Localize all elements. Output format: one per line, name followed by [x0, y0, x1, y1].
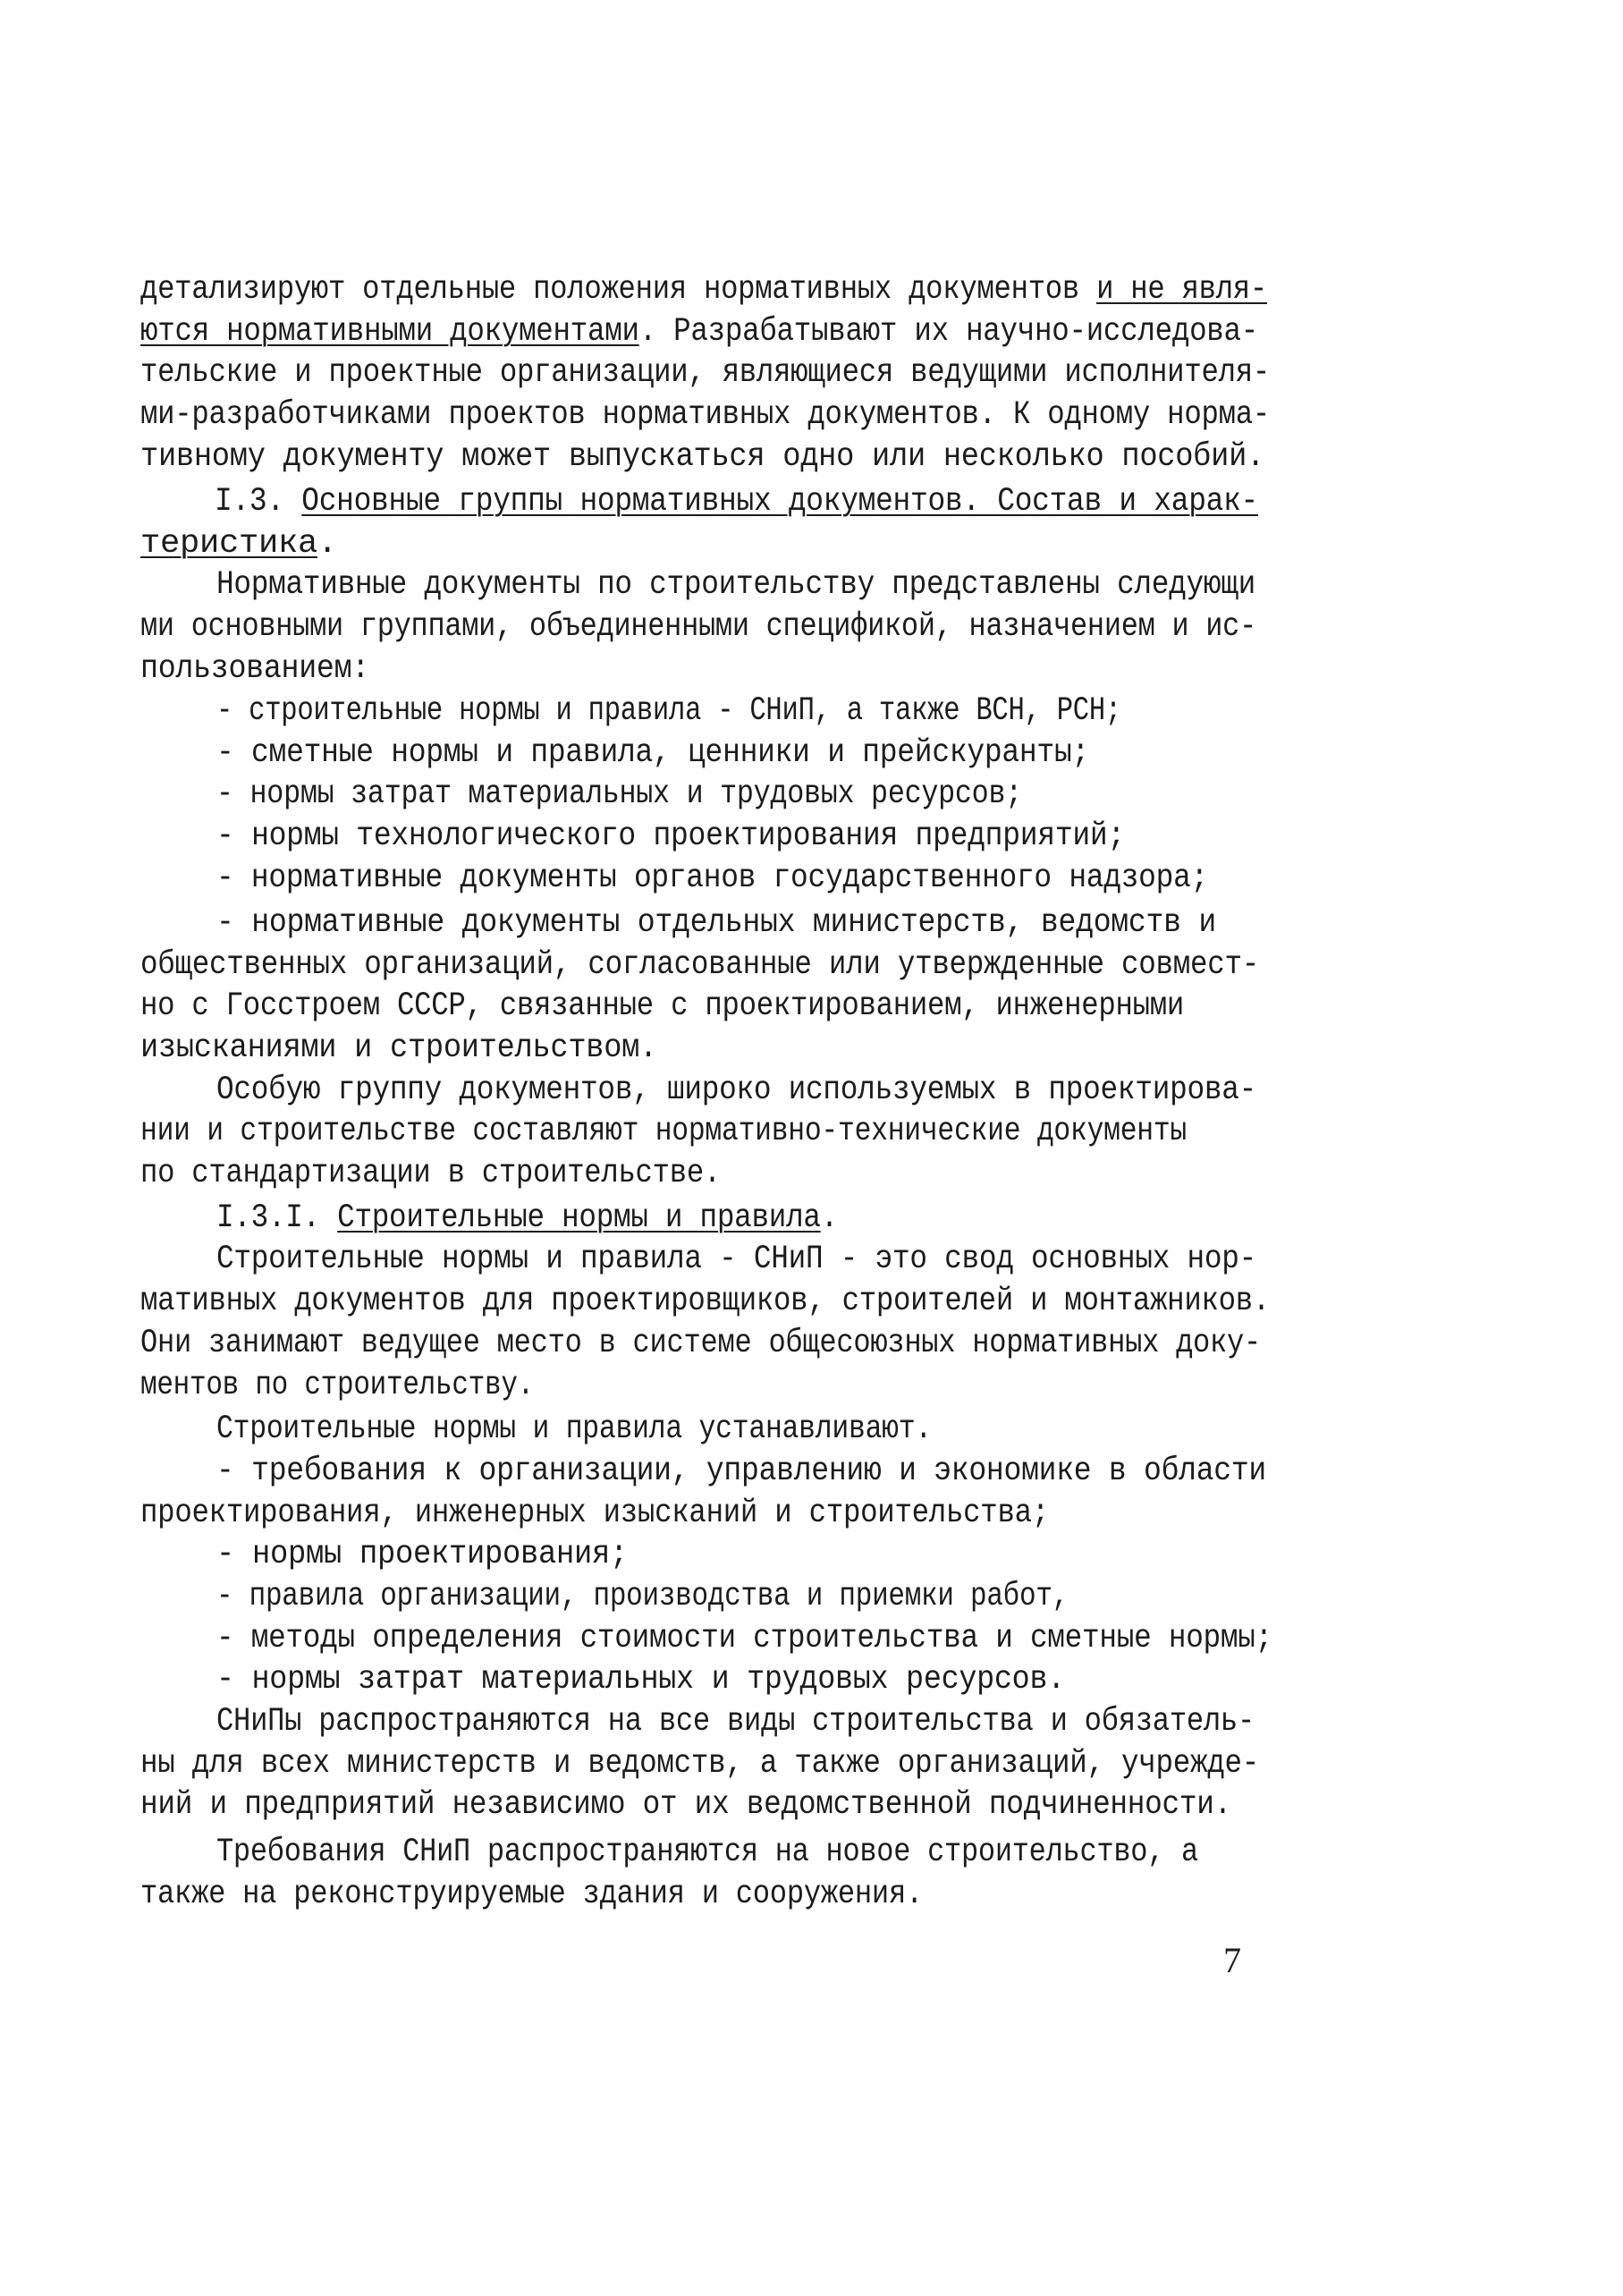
text-line — [140, 1364, 534, 1407]
text-line — [140, 648, 369, 690]
line-text: . — [317, 525, 337, 563]
underlined-text: теристика — [140, 525, 317, 563]
line-text: - строительные нормы и правила - СНиП, а также ВСН, РСН; — [216, 692, 1121, 730]
line-text: I.3.I. — [216, 1199, 338, 1237]
text-line — [140, 1280, 1270, 1323]
line-text: но с Госстроем СССР, связанные с проектированием, инженерными — [140, 987, 1184, 1025]
line-text: - методы определения стоимости строительства и сметные нормы; — [216, 1620, 1272, 1657]
line-text: общественных организаций, согласованные или утвержденные совмест- — [140, 946, 1259, 984]
line-text: ментов по строительству. — [140, 1367, 534, 1404]
line-text: - нормы технологического проектирования предприятий; — [216, 818, 1125, 855]
text-line — [216, 732, 1089, 775]
text-line — [215, 480, 1258, 523]
text-line — [140, 944, 1259, 987]
line-text: - сметные нормы и правила, ценники и прейскуранты; — [216, 734, 1089, 772]
text-line — [216, 773, 1022, 816]
line-text: нии и строительстве составляют нормативно-технические документы — [140, 1113, 1187, 1150]
line-text: - нормы затрат материальных и трудовых ресурсов; — [216, 775, 1022, 813]
line-text: I.3. — [215, 483, 302, 521]
text-line — [140, 1742, 1259, 1785]
line-text: по стандартизации в строительстве. — [140, 1155, 721, 1192]
line-text: изысканиями и строительством. — [140, 1029, 657, 1067]
text-line — [140, 606, 1256, 648]
text-line — [216, 1238, 1256, 1281]
text-line — [140, 522, 337, 565]
line-text: Они занимают ведущее место в системе общесоюзных нормативных доку- — [140, 1325, 1261, 1362]
text-line — [216, 1831, 1198, 1874]
line-text: ний и предприятий независимо от их ведомственной подчиненности. — [140, 1786, 1231, 1824]
line-text: - нормативные документы отдельных министерств, ведомств и — [216, 904, 1216, 942]
line-text: Нормативные документы по строительству представлены следующи — [216, 566, 1255, 604]
line-text: - правила организации, производства и приемки работ, — [216, 1578, 1069, 1615]
text-line — [216, 1450, 1266, 1493]
text-line — [216, 902, 1216, 945]
line-text: ми основными группами, объединенными спецификой, назначением и ис- — [140, 608, 1256, 646]
text-line — [140, 1783, 1231, 1826]
line-text: детализируют отдельные положения нормативных документов — [140, 271, 1097, 309]
line-text: - требования к организации, управлению и экономике в области — [216, 1453, 1266, 1490]
line-text: Строительные нормы и правила - СНиП - это свод основных нор- — [216, 1241, 1256, 1278]
text-line — [216, 690, 1121, 733]
text-line — [216, 1197, 838, 1240]
underlined-text: Основные группы нормативных документов. Состав и харак- — [301, 483, 1259, 521]
text-line — [216, 1700, 1255, 1743]
line-text: тельские и проектные организации, являющиеся ведущими исполнителя- — [140, 354, 1270, 392]
line-text: проектирования, инженерных изысканий и строительства; — [140, 1495, 1049, 1532]
text-line — [140, 1873, 923, 1916]
text-line — [140, 1110, 1187, 1153]
line-text: тивному документу может выпускаться одно или несколько пособий. — [140, 438, 1264, 476]
text-line — [216, 1408, 932, 1451]
text-line — [140, 352, 1270, 394]
line-text: ми-разработчиками проектов нормативных документов. К одному норма- — [140, 396, 1270, 434]
line-text: . — [820, 1199, 838, 1237]
text-line — [140, 1492, 1049, 1535]
line-text: также на реконструируемые здания и сооружения. — [140, 1876, 923, 1913]
line-text: ны для всех министерств и ведомств, а также организаций, учрежде- — [140, 1745, 1259, 1783]
text-line — [140, 310, 1258, 353]
page-number: 7 — [1223, 1940, 1241, 1980]
text-line — [216, 815, 1125, 858]
line-text: Строительные нормы и правила устанавливают. — [216, 1411, 932, 1448]
text-line — [140, 268, 1267, 311]
underlined-text: ются нормативными документами — [140, 313, 639, 351]
text-line — [216, 1575, 1069, 1618]
text-line — [140, 394, 1270, 436]
text-line — [216, 563, 1255, 606]
line-text: . Разрабатывают их научно-исследова- — [638, 313, 1258, 351]
text-line — [140, 1152, 721, 1195]
text-line — [216, 857, 1208, 900]
line-text: мативных документов для проектировщиков, строителей и монтажников. — [140, 1283, 1270, 1320]
text-line — [140, 436, 1264, 479]
text-line — [140, 1322, 1261, 1365]
text-line — [216, 1658, 1065, 1701]
text-line — [140, 1027, 657, 1070]
line-text: Особую группу документов, широко используемых в проектирова- — [216, 1072, 1256, 1109]
line-text: - нормативные документы органов государственного надзора; — [216, 860, 1208, 897]
text-line — [216, 1533, 628, 1576]
line-text: - нормы затрат материальных и трудовых ресурсов. — [216, 1661, 1065, 1699]
line-text: пользованием: — [140, 650, 369, 688]
line-text: СНиПы распространяются на все виды строительства и обязатель- — [216, 1703, 1255, 1741]
underlined-text: и не явля- — [1096, 271, 1267, 309]
line-text: Требования СНиП распространяются на новое строительство, а — [216, 1834, 1198, 1871]
text-line — [140, 985, 1184, 1028]
underlined-text: Строительные нормы и правила — [337, 1199, 821, 1237]
text-line — [216, 1617, 1272, 1660]
line-text: - нормы проектирования; — [216, 1536, 628, 1573]
text-line — [216, 1069, 1256, 1112]
